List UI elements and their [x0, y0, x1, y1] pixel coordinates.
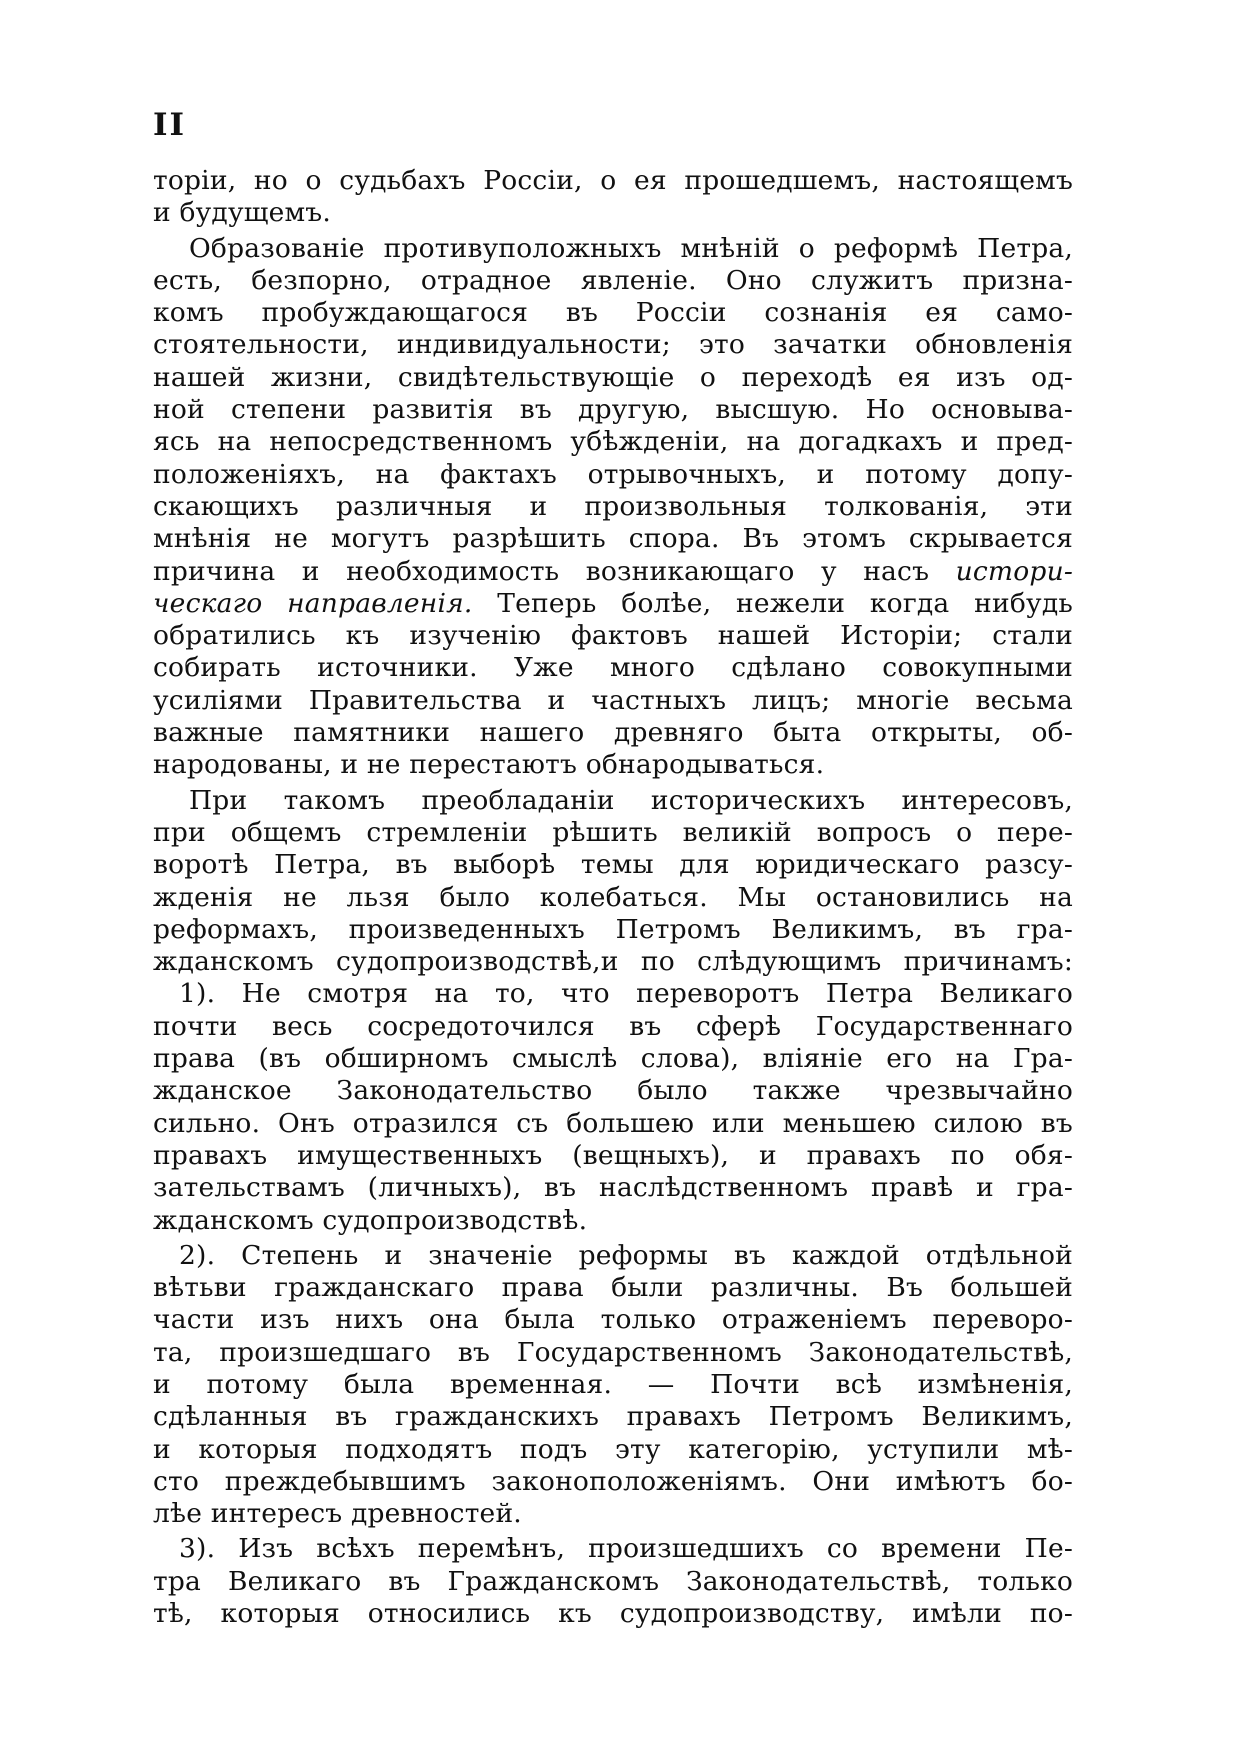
text-segment: скающихъ различныя и произвольныя толкованія, эти	[153, 490, 1073, 522]
text-segment: та, произшедшаго въ Государственномъ Законодательствѣ,	[153, 1336, 1073, 1368]
text-line	[153, 749, 1073, 781]
text-line	[153, 1498, 1073, 1530]
text-segment: 2). Степень и значеніе реформы въ каждой отдѣльной	[179, 1239, 1073, 1271]
text-segment: мнѣнія не могутъ разрѣшить спора. Въ этомъ скрывается	[153, 523, 1073, 555]
text-segment: сто преждебывшимъ законоположеніямъ. Они имѣютъ бо-	[153, 1465, 1073, 1497]
text-segment: нашей жизни, свидѣтельствующіе о переходѣ ея изъ од-	[153, 361, 1073, 393]
text-line	[153, 233, 1073, 265]
text-line	[153, 1533, 1073, 1565]
text-segment: Образованіе противуположныхъ мнѣній о реформѣ Петра,	[189, 232, 1073, 264]
text-segment: части изъ нихъ она была только отраженіемъ переворо-	[153, 1304, 1073, 1336]
text-line	[153, 491, 1073, 523]
text-line	[153, 1140, 1073, 1172]
text-line	[153, 1075, 1073, 1107]
text-line	[153, 620, 1073, 652]
text-line	[153, 946, 1073, 978]
text-line	[153, 329, 1073, 361]
text-segment: жданскомъ судопроизводствѣ,и по слѣдующимъ причинамъ:	[153, 946, 1073, 978]
text-segment: Теперь болѣе, нежели когда нибудь	[472, 587, 1073, 619]
text-segment: комъ пробуждающагося въ Россіи сознанія ея само-	[153, 297, 1073, 329]
text-line	[153, 914, 1073, 946]
text-segment: права (въ обширномъ смыслѣ слова), вліяніе его на Гра-	[153, 1043, 1073, 1075]
text-line	[153, 785, 1073, 817]
text-line	[153, 1466, 1073, 1498]
text-segment: жданскомъ судопроизводствѣ.	[153, 1204, 588, 1236]
text-segment: лѣе интересъ древностей.	[153, 1498, 522, 1530]
text-segment: 1). Не смотря на то, что переворотъ Петра Великаго	[179, 978, 1073, 1010]
text-segment: тѣ, которыя относились къ судопроизводству, имѣли по-	[153, 1598, 1073, 1630]
text-line	[153, 1566, 1073, 1598]
body-text	[153, 165, 1073, 1630]
text-line	[153, 197, 1073, 229]
emphasized-text: истори-	[955, 555, 1073, 587]
text-segment: жданское Законодательство было также чрезвычайно	[153, 1075, 1073, 1107]
text-segment: При такомъ преобладаніи историческихъ интересовъ,	[189, 784, 1073, 816]
text-line	[153, 652, 1073, 684]
text-segment: причина и необходимость возникающаго у насъ	[153, 555, 956, 587]
text-line	[153, 1598, 1073, 1630]
text-segment: ной степени развитія въ другую, высшую. Но основыва-	[153, 394, 1073, 426]
text-line	[153, 394, 1073, 426]
text-segment: 3). Изъ всѣхъ перемѣнъ, произшедшихъ со времени Пе-	[179, 1533, 1073, 1565]
text-segment: тра Великаго въ Гражданскомъ Законодательствѣ, только	[153, 1565, 1073, 1597]
text-line	[153, 362, 1073, 394]
text-line	[153, 685, 1073, 717]
text-line	[153, 165, 1073, 197]
text-line	[153, 1043, 1073, 1075]
text-line	[153, 1272, 1073, 1304]
text-segment: зательствамъ (личныхъ), въ наслѣдственномъ правѣ и гра-	[153, 1172, 1073, 1204]
text-segment: жденія не льзя было колебаться. Мы остановились на	[153, 881, 1073, 913]
text-line	[153, 1240, 1073, 1272]
text-segment: реформахъ, произведенныхъ Петромъ Великимъ, въ гра-	[153, 913, 1073, 945]
text-line	[153, 1401, 1073, 1433]
text-segment: и будущемъ.	[153, 197, 331, 229]
text-line	[153, 978, 1073, 1010]
page-number: II	[153, 107, 187, 143]
text-segment: ясь на непосредственномъ убѣжденіи, на догадкахъ и пред-	[153, 426, 1073, 458]
text-line	[153, 717, 1073, 749]
text-segment: воротѣ Петра, въ выборѣ темы для юридическаго разсу-	[153, 849, 1073, 881]
text-segment: правахъ имущественныхъ (вещныхъ), и правахъ по обя-	[153, 1139, 1073, 1171]
text-segment: народованы, и не перестаютъ обнародываться.	[153, 749, 825, 781]
text-segment: собирать источники. Уже много сдѣлано совокупными	[153, 652, 1073, 684]
text-segment: почти весь сосредоточился въ сферѣ Государственнаго	[153, 1010, 1073, 1042]
text-line	[153, 817, 1073, 849]
text-line	[153, 1011, 1073, 1043]
text-line	[153, 297, 1073, 329]
text-segment: торіи, но о судьбахъ Россіи, о ея прошедшемъ, настоящемъ	[153, 165, 1073, 196]
text-line	[153, 1205, 1073, 1237]
text-segment: и потому была временная. — Почти всѣ измѣненія,	[153, 1368, 1073, 1400]
text-line	[153, 426, 1073, 458]
text-segment: усиліями Правительства и частныхъ лицъ; многіе весьма	[153, 684, 1073, 716]
text-line	[153, 1108, 1073, 1140]
text-segment: есть, безпорно, отрадное явленіе. Оно служитъ призна-	[153, 264, 1073, 296]
text-segment: положеніяхъ, на фактахъ отрывочныхъ, и потому допу-	[153, 458, 1073, 490]
text-line	[153, 1369, 1073, 1401]
text-segment: важные памятники нашего древняго быта открыты, об-	[153, 717, 1073, 749]
text-line	[153, 1337, 1073, 1369]
text-line	[153, 523, 1073, 555]
emphasized-text: ческаго направленія.	[153, 587, 473, 619]
text-segment: сильно. Онъ отразился съ большею или меньшею силою въ	[153, 1107, 1073, 1139]
text-segment: и которыя подходятъ подъ эту категорію, уступили мѣ-	[153, 1433, 1073, 1465]
text-line	[153, 1434, 1073, 1466]
text-segment: сдѣланныя въ гражданскихъ правахъ Петромъ Великимъ,	[153, 1401, 1073, 1433]
text-line	[153, 882, 1073, 914]
text-line	[153, 265, 1073, 297]
text-line	[153, 588, 1073, 620]
text-segment: при общемъ стремленіи рѣшить великій вопросъ о пере-	[153, 816, 1073, 848]
text-segment: обратились къ изученію фактовъ нашей Исторіи; стали	[153, 620, 1073, 652]
text-line	[153, 1304, 1073, 1336]
text-line	[153, 849, 1073, 881]
text-segment: стоятельности, индивидуальности; это зачатки обновленія	[153, 329, 1073, 361]
text-segment: вѣтьви гражданскаго права были различны. Въ большей	[153, 1272, 1073, 1304]
text-line	[153, 459, 1073, 491]
text-line	[153, 556, 1073, 588]
text-line	[153, 1172, 1073, 1204]
